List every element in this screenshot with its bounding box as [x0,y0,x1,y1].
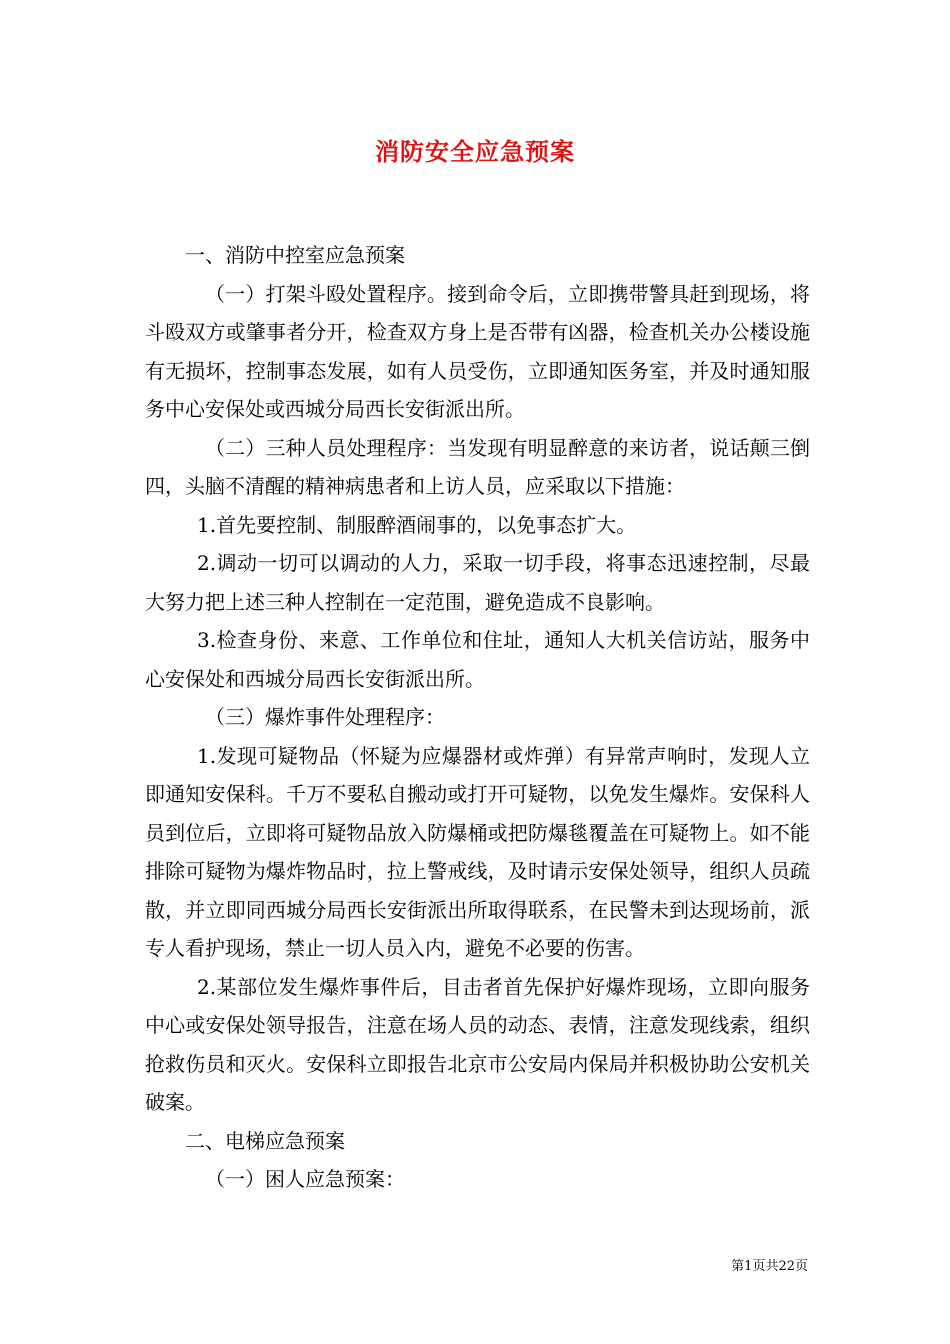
list-item-explosion-2: 2.某部位发生爆炸事件后，目击者首先保护好爆炸现场，立即向服务中心或安保处领导报告，注意在场人员的动态、表情，注意发现线索，组织抢救伤员和灭火。安保科立即报告北京市公安局内保局并积极协助公安机关破案。 [145,974,810,1114]
section-heading-fire-control-room: 一、消防中控室应急预案 [185,243,405,267]
subheading-trapped-persons: （一）困人应急预案： [205,1167,405,1191]
document-title: 消防安全应急预案 [375,137,575,166]
list-item-2: 2.调动一切可以调动的人力，采取一切手段，将事态迅速控制，尽最大努力把上述三种人控制在一定范围，避免造成不良影响。 [145,551,810,614]
section-heading-elevator: 二、电梯应急预案 [185,1128,345,1153]
page-number-footer: 第1页共22页 [731,1259,808,1274]
list-item-explosion-1: 1.发现可疑物品（怀疑为应爆器材或炸弹）有异常声响时，发现人立即通知安保科。千万不要私自搬动或打开可疑物，以免发生爆炸。安保科人员到位后，立即将可疑物品放入防爆桶或把防爆毯覆盖在可疑物上。如不能排除可疑物为爆炸物品时，拉上警戒线，及时请示安保处领导，组织人员疏散，并立即同西城分局西长安街派出所取得联系，在民警未到达现场前，派专人看护现场，禁止一切人员入内，避免不必要的伤害。 [145,743,810,960]
subheading-explosion-procedure: （三）爆炸事件处理程序： [205,705,445,729]
document-body [145,236,810,1199]
list-item-3: 3.检查身份、来意、工作单位和住址，通知人大机关信访站，服务中心安保处和西城分局西长安街派出所。 [145,628,810,691]
paragraph-fight-procedure: （一）打架斗殴处置程序。接到命令后，立即携带警具赶到现场，将斗殴双方或肇事者分开，检查双方身上是否带有凶器，检查机关办公楼设施有无损坏，控制事态发展，如有人员受伤，立即通知医务室，并及时通知服务中心安保处或西城分局西长安街派出所。 [145,281,810,421]
list-item-1: 1.首先要控制、制服醉酒闹事的，以免事态扩大。 [197,512,637,537]
paragraph-three-persons-procedure: （二）三种人员处理程序：当发现有明显醉意的来访者，说话颠三倒四，头脑不清醒的精神病患者和上访人员，应采取以下措施： [145,435,810,498]
